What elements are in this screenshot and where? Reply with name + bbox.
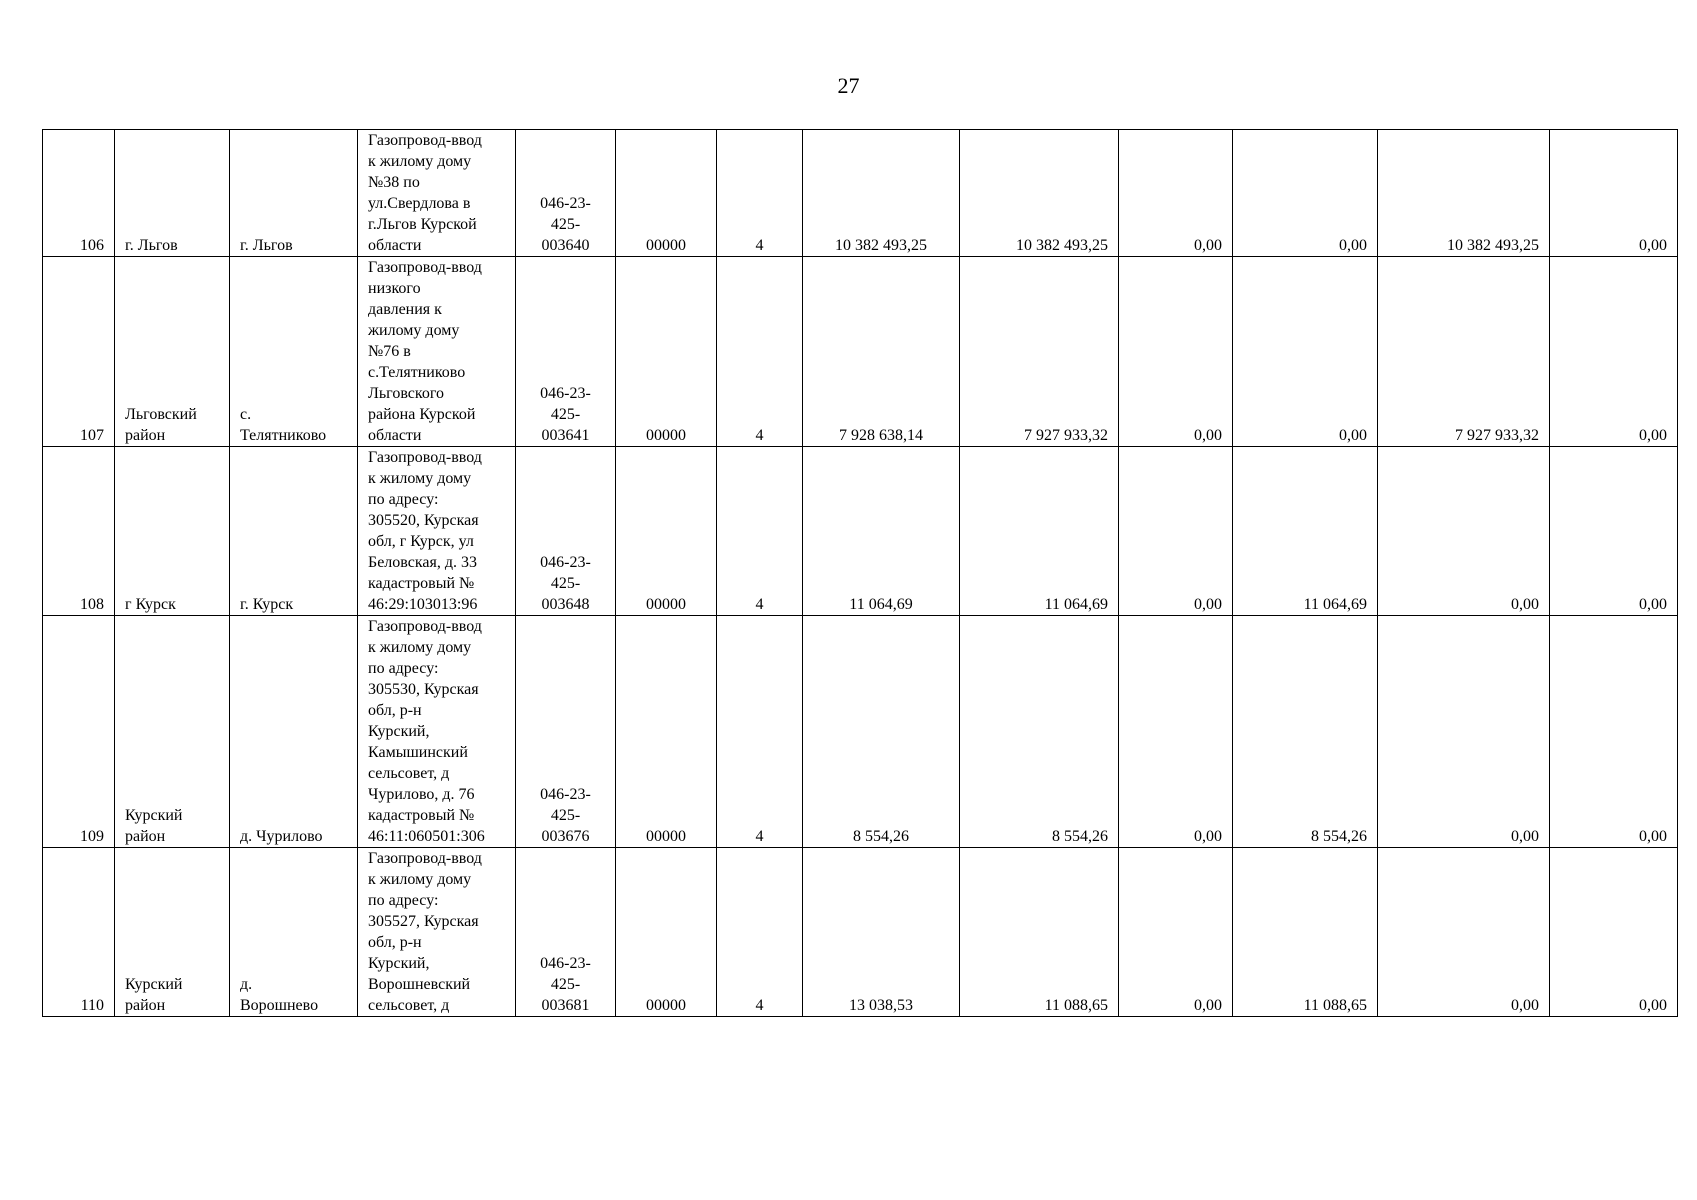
amount-cell-4: 10 382 493,25 (1378, 130, 1550, 257)
row-number: 108 (43, 447, 115, 616)
locality-cell: г. Курск (230, 447, 358, 616)
object-code-cell: 046-23- 425- 003641 (516, 257, 616, 447)
total-amount-cell: 8 554,26 (803, 616, 960, 848)
amount-cell-1: 8 554,26 (960, 616, 1119, 848)
code-cell: 00000 (616, 848, 717, 1017)
object-name-cell: Газопровод-ввод к жилому дому №38 по ул.Свердлова в г.Льгов Курской области (358, 130, 516, 257)
district-cell: Льговский район (115, 257, 230, 447)
category-cell: 4 (717, 848, 803, 1017)
amount-cell-5: 0,00 (1550, 257, 1678, 447)
amount-cell-3: 0,00 (1233, 257, 1378, 447)
category-cell: 4 (717, 257, 803, 447)
amount-cell-5: 0,00 (1550, 130, 1678, 257)
object-code-cell: 046-23- 425- 003648 (516, 447, 616, 616)
object-code-cell: 046-23- 425- 003681 (516, 848, 616, 1017)
code-cell: 00000 (616, 447, 717, 616)
object-code-cell: 046-23- 425- 003676 (516, 616, 616, 848)
code-cell: 00000 (616, 616, 717, 848)
object-code-cell: 046-23- 425- 003640 (516, 130, 616, 257)
district-cell: г. Льгов (115, 130, 230, 257)
table-row (43, 616, 1678, 848)
total-amount-cell: 10 382 493,25 (803, 130, 960, 257)
registry-table (42, 129, 1678, 1017)
amount-cell-2: 0,00 (1119, 616, 1233, 848)
table-row (43, 257, 1678, 447)
row-number: 109 (43, 616, 115, 848)
page-number: 27 (837, 73, 860, 98)
amount-cell-2: 0,00 (1119, 257, 1233, 447)
locality-cell: с. Телятниково (230, 257, 358, 447)
category-cell: 4 (717, 616, 803, 848)
table-row (43, 447, 1678, 616)
amount-cell-1: 11 088,65 (960, 848, 1119, 1017)
amount-cell-4: 7 927 933,32 (1378, 257, 1550, 447)
amount-cell-2: 0,00 (1119, 447, 1233, 616)
table-body (43, 130, 1678, 1017)
object-name-cell: Газопровод-ввод к жилому дому по адресу: 305527, Курская обл, р-н Курский, Ворошневский сельсовет, д (358, 848, 516, 1017)
amount-cell-4: 0,00 (1378, 616, 1550, 848)
table-row (43, 848, 1678, 1017)
amount-cell-5: 0,00 (1550, 616, 1678, 848)
object-name-cell: Газопровод-ввод низкого давления к жилому дому №76 в с.Телятниково Льговского района Курской области (358, 257, 516, 447)
locality-cell: д. Чурилово (230, 616, 358, 848)
table-row (43, 130, 1678, 257)
code-cell: 00000 (616, 130, 717, 257)
amount-cell-1: 11 064,69 (960, 447, 1119, 616)
amount-cell-4: 0,00 (1378, 447, 1550, 616)
amount-cell-3: 0,00 (1233, 130, 1378, 257)
amount-cell-1: 10 382 493,25 (960, 130, 1119, 257)
amount-cell-3: 8 554,26 (1233, 616, 1378, 848)
object-name-cell: Газопровод-ввод к жилому дому по адресу: 305520, Курская обл, г Курск, ул Беловская, д. 33 кадастровый № 46:29:103013:96 (358, 447, 516, 616)
row-number: 106 (43, 130, 115, 257)
total-amount-cell: 13 038,53 (803, 848, 960, 1017)
object-name-cell: Газопровод-ввод к жилому дому по адресу: 305530, Курская обл, р-н Курский, Камышинский сельсовет, д Чурилово, д. 76 кадастровый № 46:11:060501:306 (358, 616, 516, 848)
code-cell: 00000 (616, 257, 717, 447)
category-cell: 4 (717, 130, 803, 257)
amount-cell-2: 0,00 (1119, 848, 1233, 1017)
amount-cell-4: 0,00 (1378, 848, 1550, 1017)
row-number: 107 (43, 257, 115, 447)
amount-cell-2: 0,00 (1119, 130, 1233, 257)
amount-cell-5: 0,00 (1550, 848, 1678, 1017)
total-amount-cell: 11 064,69 (803, 447, 960, 616)
row-number: 110 (43, 848, 115, 1017)
amount-cell-3: 11 064,69 (1233, 447, 1378, 616)
category-cell: 4 (717, 447, 803, 616)
district-cell: г Курск (115, 447, 230, 616)
district-cell: Курский район (115, 616, 230, 848)
amount-cell-3: 11 088,65 (1233, 848, 1378, 1017)
amount-cell-5: 0,00 (1550, 447, 1678, 616)
amount-cell-1: 7 927 933,32 (960, 257, 1119, 447)
locality-cell: г. Льгов (230, 130, 358, 257)
district-cell: Курский район (115, 848, 230, 1017)
total-amount-cell: 7 928 638,14 (803, 257, 960, 447)
locality-cell: д. Ворошнево (230, 848, 358, 1017)
